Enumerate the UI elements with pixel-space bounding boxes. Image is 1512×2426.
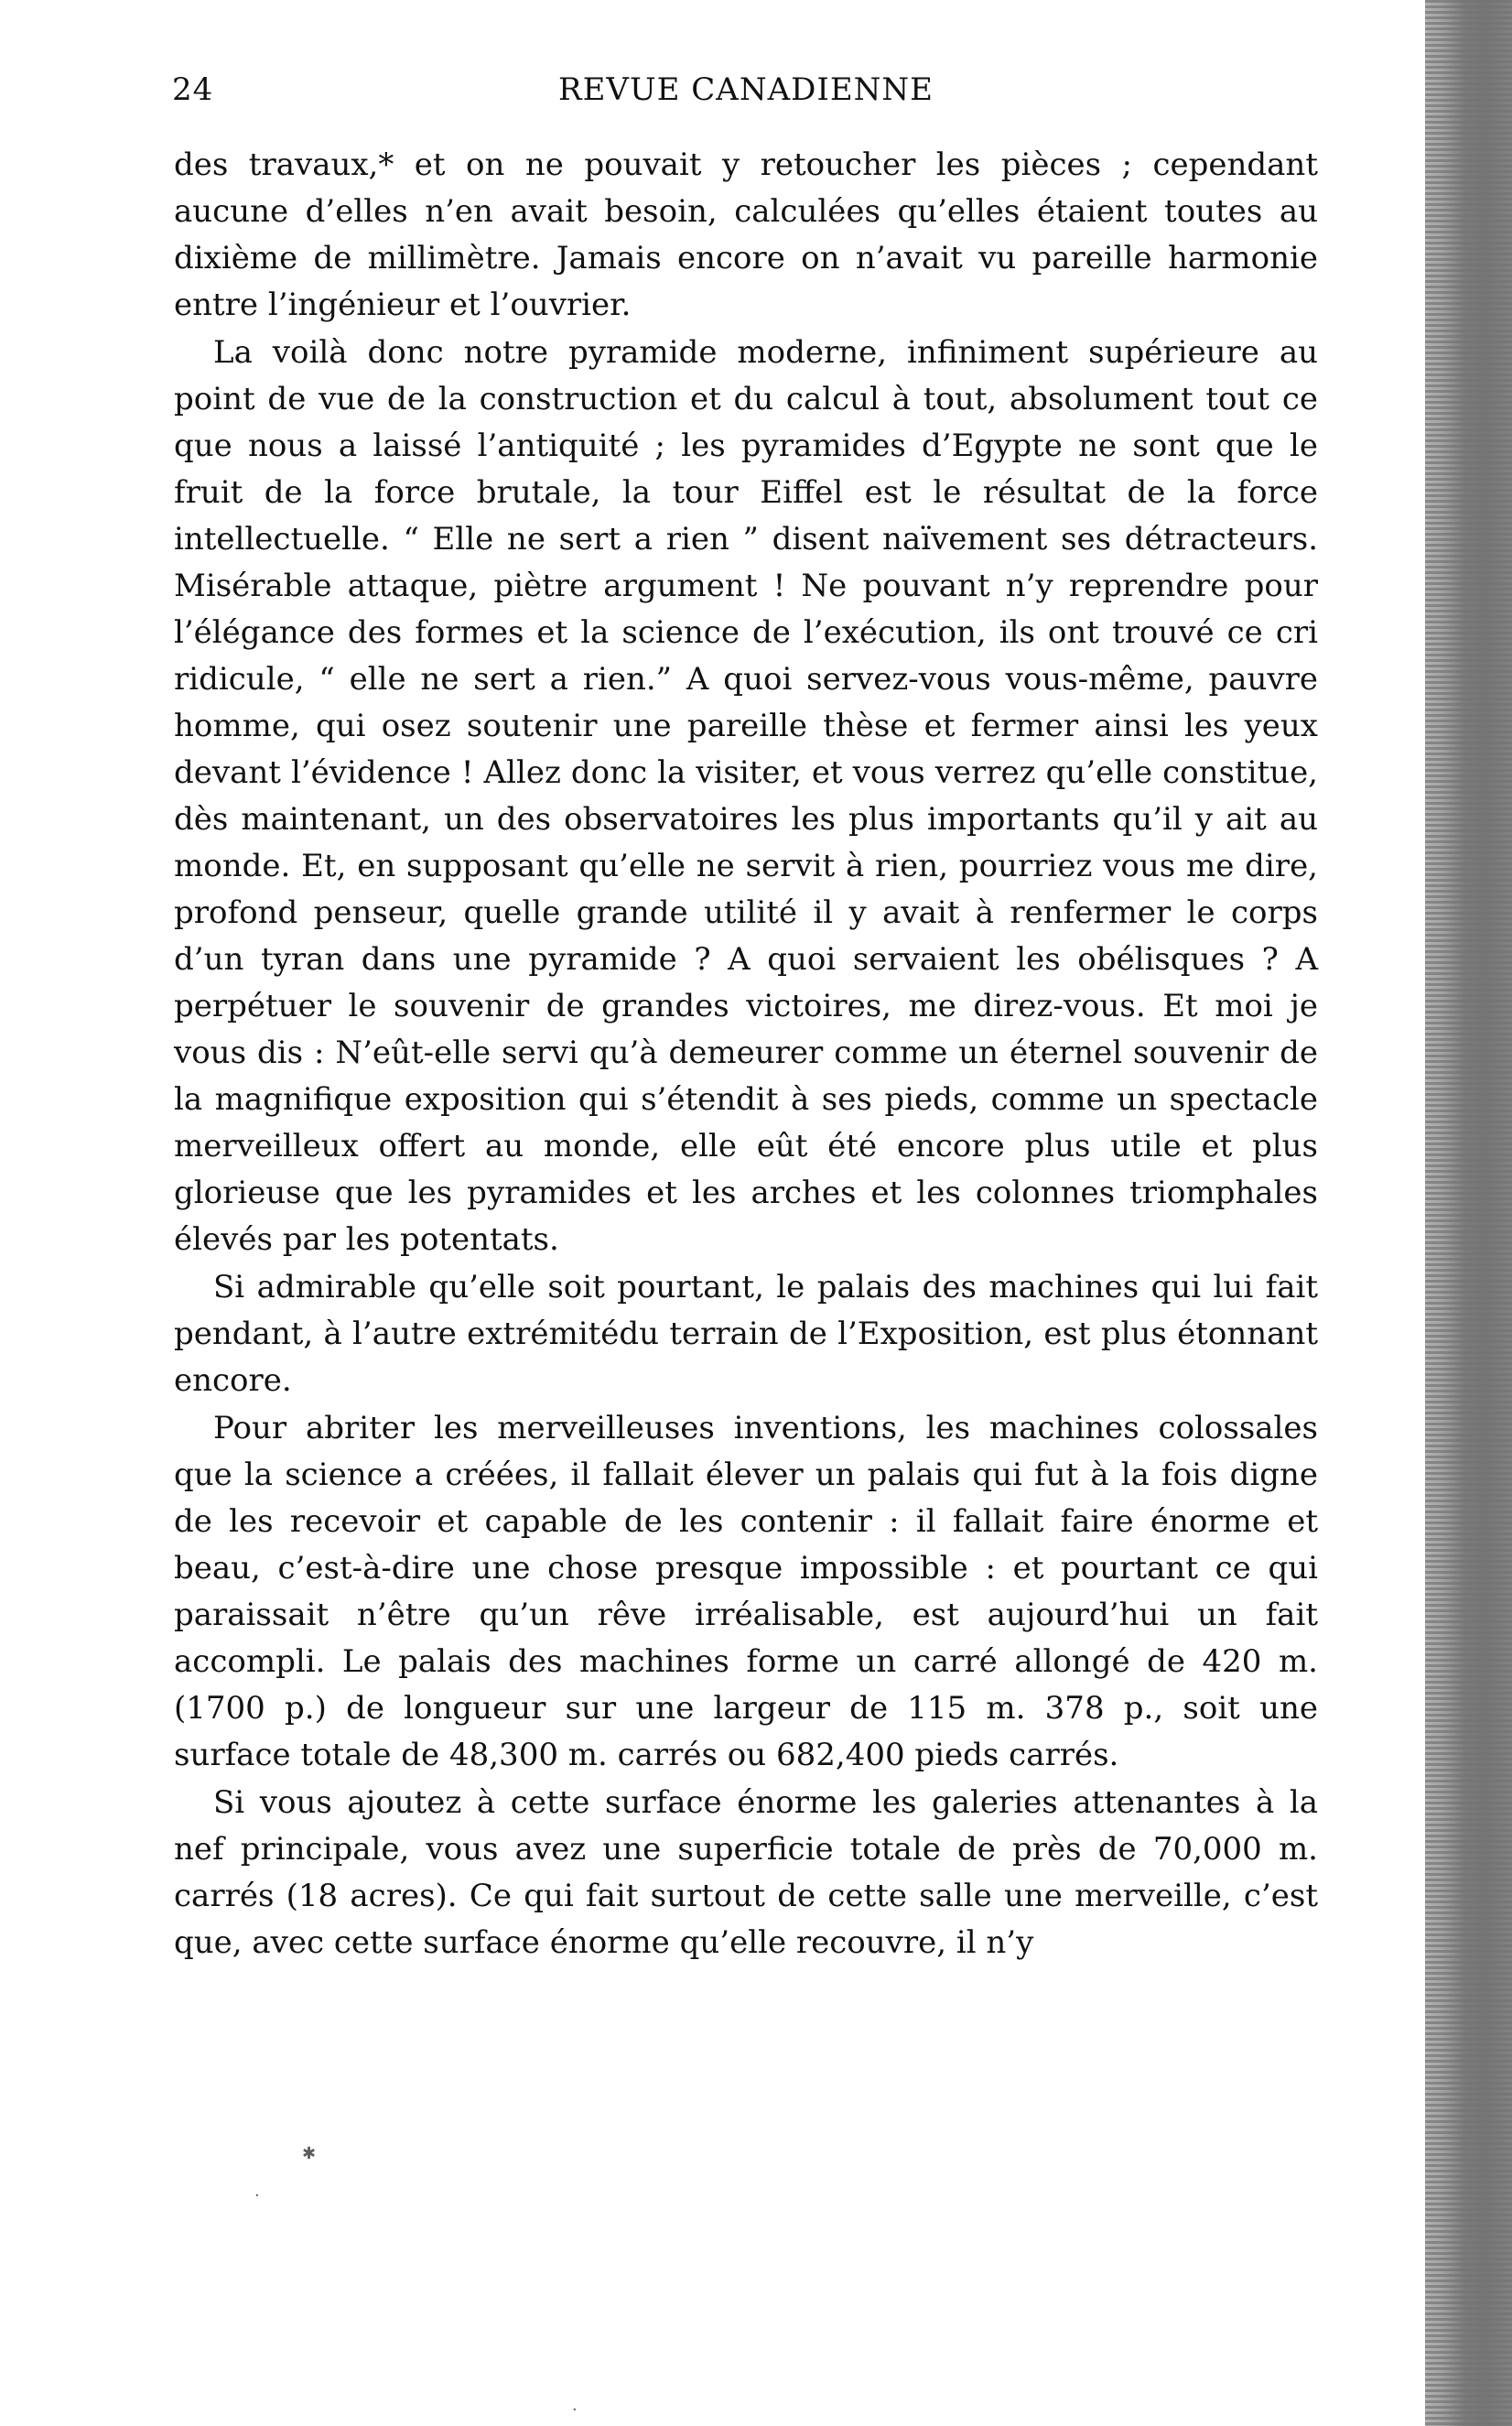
paragraph-pyramide-moderne: La voilà donc notre pyramide moderne, infiniment supérieure au point de vue de la construction et du calcul à tout, absolument tout ce que nous a laissé l’antiquité ; les pyramides d’Egypte ne sont que le fruit de la force brutale, la tour Eiffel est le résultat de la force intellectuelle. “ Elle ne sert a rien ” disent naïvement ses détracteurs. Misérable attaque, piètre argument ! Ne pouvant n’y reprendre pour l’élégance des formes et la science de l’exécution, ils ont trouvé ce cri ridicule, “ elle ne sert a rien.” A quoi servez-vous vous-même, pauvre homme, qui osez soutenir une pareille thèse et fermer ainsi les yeux devant l’évidence ! Allez donc la visiter, et vous verrez qu’elle constitue, dès maintenant, un des observatoires les plus importants qu’il y ait au monde. Et, en supposant qu’elle ne servit à rien, pourriez vous me dire, profond penseur, quelle grande utilité il y avait à renfermer le corps d’un tyran dans une pyramide ? A quoi servaient les obélisques ? A perpétuer le souvenir de grandes victoires, me direz-vous. Et moi je vous dis : N’eût-elle servi qu’à demeurer comme un éternel souvenir de la magnifique exposition qui s’étendit à ses pieds, comme un spectacle merveilleux offert au monde, elle eût été encore plus utile et plus glorieuse que les pyramides et les arches et les colonnes triomphales élevés par les potentats.: [174, 334, 1318, 1258]
running-head: REVUE CANADIENNE: [558, 71, 934, 108]
paragraph-superficie: Si vous ajoutez à cette surface énorme les galeries attenantes à la nef principale, vous avez une superficie totale de près de 70,000 m. carrés (18 acres). Ce qui fait surtout de cette salle une merveille, c’est que, avec cette surface énorme qu’elle recouvre, il n’y: [174, 1784, 1318, 1961]
paragraph-continuation: des travaux,* et on ne pouvait y retoucher les pièces ; cependant aucune d’elles n’en avait besoin, calculées qu’elles étaient toutes au dixième de millimètre. Jamais encore on n’avait vu pareille harmonie entre l’ingénieur et l’ouvrier.: [174, 146, 1318, 323]
scan-speck: ·: [572, 2400, 578, 2420]
paragraph-palais-machines-intro: Si admirable qu’elle soit pourtant, le palais des machines qui lui fait pendant, à l’autre extrémitédu terrain de l’Exposition, est plus étonnant encore.: [174, 1269, 1318, 1399]
scan-speck: ·: [254, 2186, 260, 2205]
scan-speck: ✱: [302, 2144, 317, 2163]
binding-edge-shadow: [1425, 0, 1512, 2426]
page-number: 24: [172, 71, 214, 108]
page-header: [172, 62, 1320, 117]
paragraph-palais-dimensions: Pour abriter les merveilleuses inventions, les machines colossales que la science a créées, il fallait élever un palais qui fut à la fois digne de les recevoir et capable de les contenir : il fallait faire énorme et beau, c’est-à-dire une chose presque impossible : et pourtant ce qui paraissait n’être qu’un rêve irréalisable, est aujourd’hui un fait accompli. Le palais des machines forme un carré allongé de 420 m. (1700 p.) de longueur sur une largeur de 115 m. 378 p., soit une surface totale de 48,300 m. carrés ou 682,400 pieds carrés.: [174, 1410, 1318, 1773]
body-text: [174, 142, 1318, 1966]
